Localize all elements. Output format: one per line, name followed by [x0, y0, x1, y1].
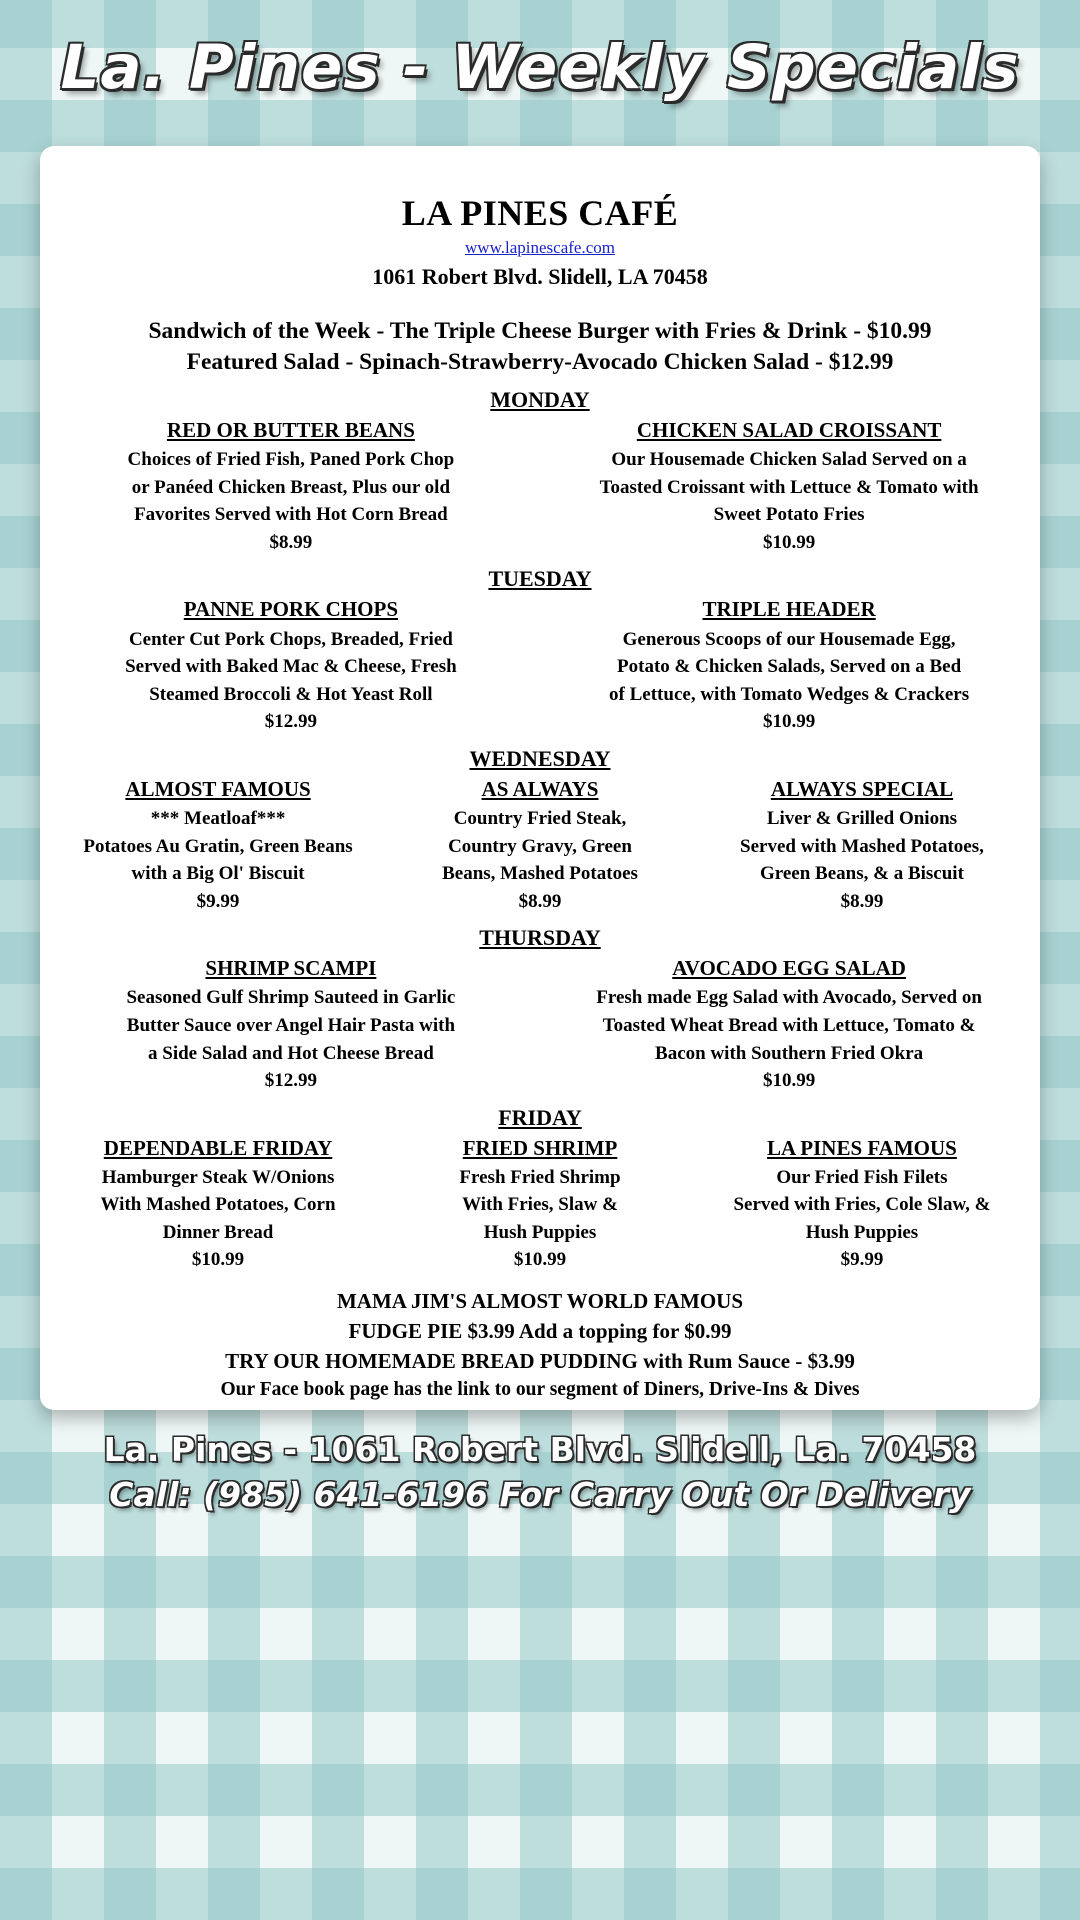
- item-price: $10.99: [191, 1249, 245, 1271]
- item-title: DEPENDABLE FRIDAY: [103, 1135, 333, 1160]
- item-price: $9.99: [196, 890, 240, 912]
- item-desc-line: Dinner Bread: [162, 1221, 274, 1243]
- menu-item: [70, 1135, 366, 1275]
- day-items-tuesday: [70, 596, 1010, 736]
- item-desc-line: Our Housemade Chicken Salad Served on a: [611, 449, 967, 471]
- item-price: $10.99: [762, 1070, 816, 1092]
- item-desc-line: with a Big Ol' Biscuit: [131, 863, 305, 885]
- menu-item: [714, 776, 1010, 916]
- menu-item: [70, 955, 512, 1095]
- footer-note: Our Face book page has the link to our segment of Diners, Drive-Ins & Dives: [220, 1379, 860, 1401]
- feature-salad: Featured Salad - Spinach-Strawberry-Avocado Chicken Salad - $12.99: [186, 349, 894, 376]
- footer-note: FUDGE PIE $3.99 Add a topping for $0.99: [348, 1318, 732, 1343]
- day-items-friday: [70, 1135, 1010, 1275]
- item-desc-line: Green Beans, & a Biscuit: [760, 863, 964, 885]
- day-header-wednesday: WEDNESDAY: [469, 745, 611, 771]
- item-title: ALWAYS SPECIAL: [770, 776, 954, 801]
- item-title: LA PINES FAMOUS: [767, 1135, 957, 1160]
- item-desc-line: Toasted Wheat Bread with Lettuce, Tomato &: [602, 1015, 976, 1036]
- feature-sandwich: Sandwich of the Week - The Triple Cheese Burger with Fries & Drink - $10.99: [148, 318, 932, 344]
- contact-phone: Call: (985) 641-6196 For Carry Out Or Delivery: [109, 1475, 971, 1514]
- item-desc-line: Favorites Served with Hot Corn Bread: [134, 504, 448, 526]
- day-items-thursday: [70, 955, 1010, 1095]
- day-items-monday: [70, 417, 1010, 557]
- cafe-address: 1061 Robert Blvd. Slidell, LA 70458: [372, 264, 708, 289]
- item-title: AVOCADO EGG SALAD: [672, 956, 906, 981]
- item-desc-line: Butter Sauce over Angel Hair Pasta with: [126, 1015, 456, 1036]
- footer-note: TRY OUR HOMEMADE BREAD PUDDING with Rum Sauce - $3.99: [225, 1348, 855, 1373]
- menu-item: [392, 776, 688, 916]
- menu-item: [392, 1135, 688, 1275]
- item-title: FRIED SHRIMP: [462, 1135, 618, 1160]
- item-title: AS ALWAYS: [481, 776, 599, 801]
- item-title: RED OR BUTTER BEANS: [166, 418, 415, 443]
- item-desc-line: *** Meatloaf***: [150, 808, 286, 830]
- item-title: CHICKEN SALAD CROISSANT: [636, 418, 942, 443]
- day-header-tuesday: TUESDAY: [488, 566, 592, 592]
- menu-item: [568, 417, 1010, 557]
- item-desc-line: Generous Scoops of our Housemade Egg,: [622, 628, 956, 650]
- website-link[interactable]: www.lapinescafe.com: [465, 238, 615, 257]
- item-desc-line: Served with Fries, Cole Slaw, &: [733, 1194, 991, 1216]
- day-header-friday: FRIDAY: [498, 1104, 582, 1130]
- menu-footer-notes: [70, 1287, 1010, 1404]
- item-desc-line: Our Fried Fish Filets: [776, 1166, 948, 1188]
- page-title: La. Pines - Weekly Specials: [60, 32, 1020, 103]
- item-price: $12.99: [264, 1070, 318, 1092]
- item-desc-line: Bacon with Southern Fried Okra: [655, 1042, 924, 1064]
- item-desc-line: Potato & Chicken Salads, Served on a Bed: [617, 656, 962, 678]
- day-items-wednesday: [70, 776, 1010, 916]
- contact-banner: [0, 1430, 1080, 1514]
- item-desc-line: Hush Puppies: [805, 1221, 919, 1243]
- item-price: $10.99: [513, 1249, 567, 1271]
- menu-item: [70, 776, 366, 916]
- item-desc-line: Beans, Mashed Potatoes: [442, 863, 638, 885]
- menu-item: [568, 955, 1010, 1095]
- item-desc-line: With Mashed Potatoes, Corn: [100, 1194, 336, 1216]
- item-desc-line: Seasoned Gulf Shrimp Sauteed in Garlic: [126, 987, 456, 1009]
- item-desc-line: of Lettuce, with Tomato Wedges & Crackers: [609, 683, 970, 705]
- item-desc-line: Toasted Croissant with Lettuce & Tomato with: [599, 476, 979, 498]
- item-desc-line: Fresh Fried Shrimp: [459, 1166, 621, 1188]
- contact-address: La. Pines - 1061 Robert Blvd. Slidell, La. 70458: [103, 1430, 977, 1469]
- item-desc-line: Center Cut Pork Chops, Breaded, Fried: [128, 628, 453, 650]
- menu-item: [714, 1135, 1010, 1275]
- item-price: $8.99: [518, 890, 562, 912]
- item-price: $9.99: [840, 1249, 884, 1271]
- menu-item: [70, 596, 512, 736]
- item-price: $8.99: [840, 890, 884, 912]
- item-title: ALMOST FAMOUS: [125, 776, 311, 801]
- item-desc-line: Served with Baked Mac & Cheese, Fresh: [125, 656, 457, 678]
- item-desc-line: Hush Puppies: [483, 1221, 597, 1243]
- item-price: $10.99: [762, 711, 816, 733]
- item-price: $8.99: [269, 531, 313, 553]
- item-desc-line: Choices of Fried Fish, Paned Pork Chop: [127, 449, 455, 471]
- item-desc-line: Country Fried Steak,: [453, 808, 627, 830]
- item-title: SHRIMP SCAMPI: [205, 956, 377, 981]
- menu-item: [70, 417, 512, 557]
- item-desc-line: Steamed Broccoli & Hot Yeast Roll: [149, 683, 433, 705]
- item-desc-line: or Panéed Chicken Breast, Plus our old: [131, 476, 451, 498]
- item-desc-line: Served with Mashed Potatoes,: [740, 835, 984, 857]
- item-desc-line: Potatoes Au Gratin, Green Beans: [83, 835, 353, 857]
- item-title: PANNE PORK CHOPS: [183, 597, 399, 622]
- item-desc-line: Sweet Potato Fries: [713, 504, 865, 526]
- menu-card: [40, 146, 1040, 1410]
- item-price: $10.99: [762, 531, 816, 553]
- menu-item: [568, 596, 1010, 736]
- item-desc-line: Fresh made Egg Salad with Avocado, Served on: [596, 987, 982, 1009]
- item-desc-line: Liver & Grilled Onions: [766, 808, 958, 830]
- item-desc-line: a Side Salad and Hot Cheese Bread: [148, 1042, 434, 1064]
- item-desc-line: Hamburger Steak W/Onions: [101, 1166, 335, 1188]
- day-header-thursday: THURSDAY: [479, 925, 601, 951]
- cafe-name: LA PINES CAFÉ: [401, 193, 679, 233]
- item-price: $12.99: [264, 711, 318, 733]
- footer-note: MAMA JIM'S ALMOST WORLD FAMOUS: [336, 1288, 744, 1313]
- day-header-monday: MONDAY: [490, 387, 590, 413]
- item-desc-line: Country Gravy, Green: [448, 835, 632, 857]
- item-title: TRIPLE HEADER: [702, 597, 876, 622]
- item-desc-line: With Fries, Slaw &: [462, 1194, 618, 1216]
